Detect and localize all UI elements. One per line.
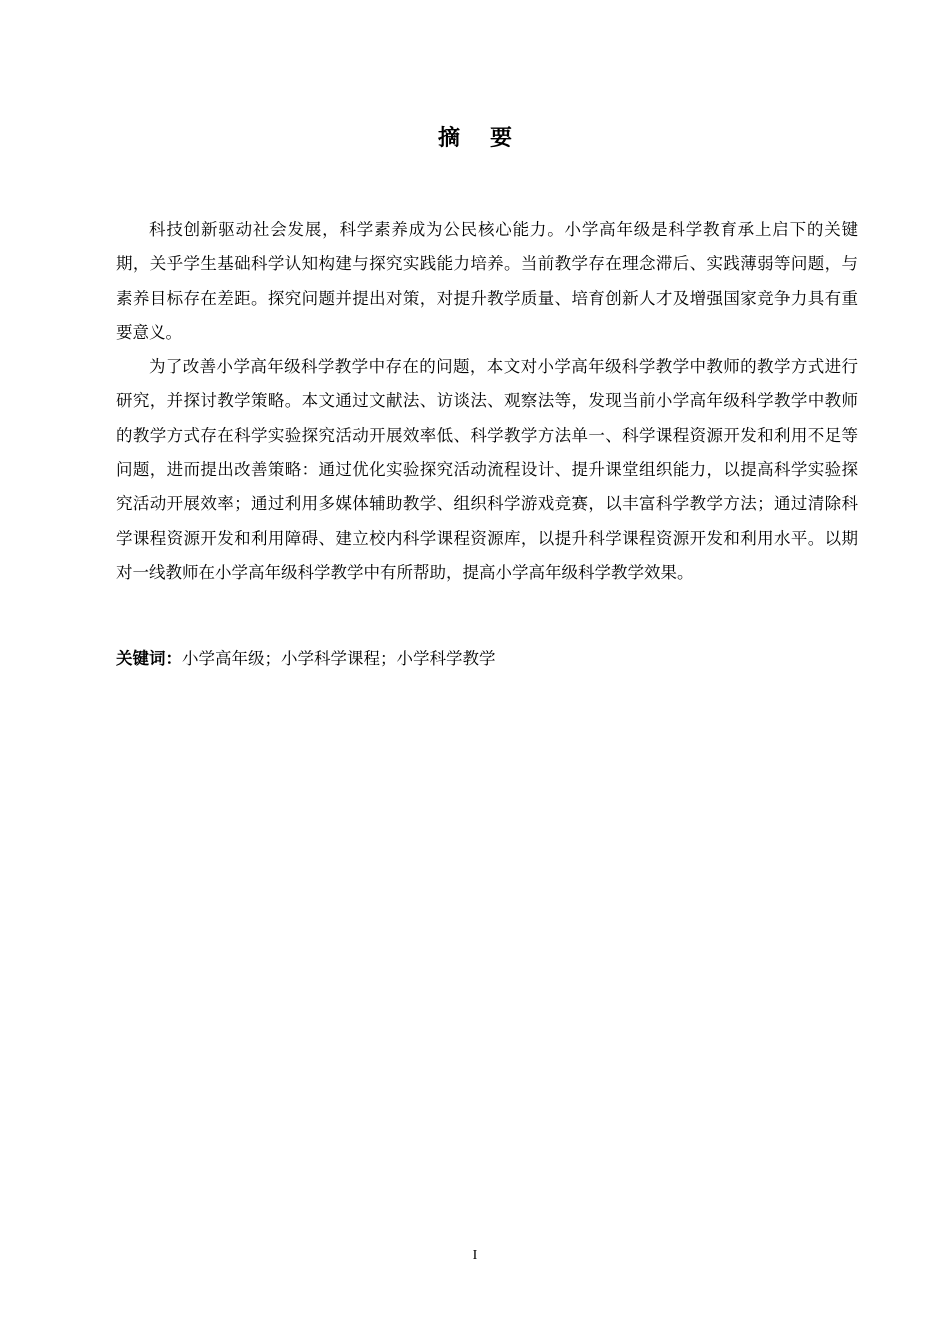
keywords-line	[116, 644, 858, 674]
keywords-value: 小学高年级；小学科学课程；小学科学教学	[182, 649, 496, 668]
abstract-paragraph-2: 为了改善小学高年级科学教学中存在的问题，本文对小学高年级科学教学中教师的教学方式进行研究，并探讨教学策略。本文通过文献法、访谈法、观察法等，发现当前小学高年级科学教学中教师的教学方式存在科学实验探究活动开展效率低、科学教学方法单一、科学课程资源开发和利用不足等问题，进而提出改善策略：通过优化实验探究活动流程设计、提升课堂组织能力，以提高科学实验探究活动开展效率；通过利用多媒体辅助教学、组织科学游戏竞赛，以丰富科学教学方法；通过清除科学课程资源开发和利用障碍、建立校内科学课程资源库，以提升科学课程资源开发和利用水平。以期对一线教师在小学高年级科学教学中有所帮助，提高小学高年级科学教学效果。	[116, 357, 858, 582]
abstract-body	[116, 213, 858, 590]
page-number: I	[472, 1248, 478, 1263]
abstract-paragraph-1: 科技创新驱动社会发展，科学素养成为公民核心能力。小学高年级是科学教育承上启下的关键期，关乎学生基础科学认知构建与探究实践能力培养。当前教学存在理念滞后、实践薄弱等问题，与素养目标存在差距。探究问题并提出对策，对提升教学质量、培育创新人才及增强国家竞争力具有重要意义。	[116, 220, 858, 342]
keywords-label: 关键词：	[116, 649, 182, 668]
page-title: 摘要	[437, 126, 542, 151]
